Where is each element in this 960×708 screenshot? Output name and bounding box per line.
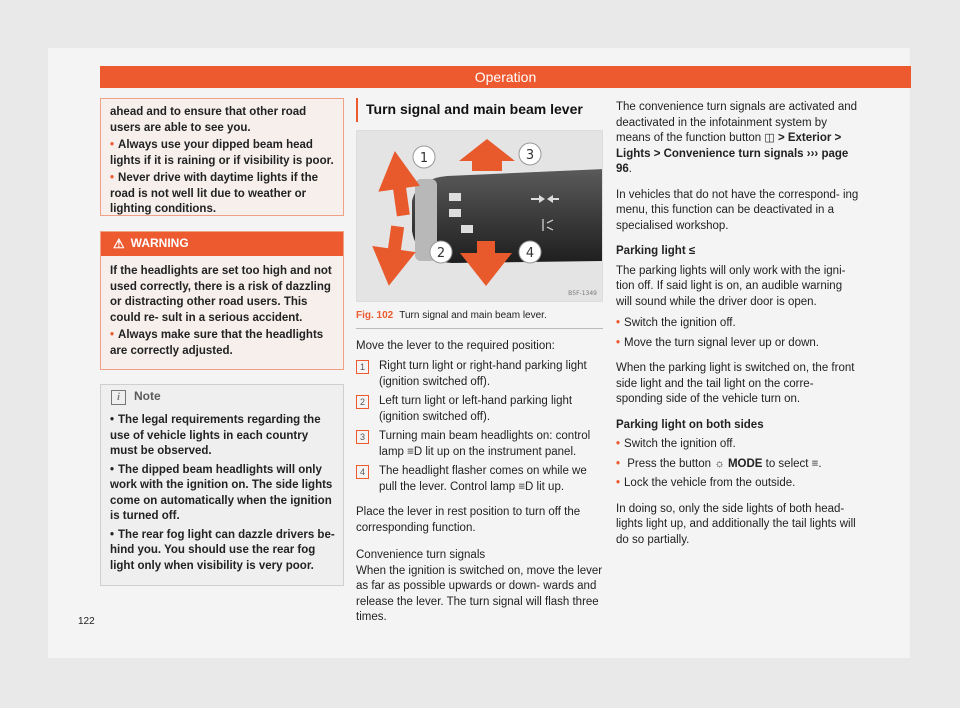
paragraph-start: The convenience turn signals are activated and deactivated in the infotainment system by means of the function button [616,101,858,144]
list-item-text: The headlight flasher comes on while we pull the lever. Control lamp ≡D lit up. [379,465,587,493]
lever-illustration [357,131,603,301]
position-list [356,359,603,495]
figure-label-2: 2 [436,246,446,261]
note-box [100,384,344,586]
number-badge: 2 [356,395,369,409]
figure-label-1: 1 [419,151,429,166]
mode-label: MODE [727,457,763,470]
press-text: Press the button [627,457,711,470]
both-bullet-2 [616,457,860,473]
parking-title-text: Parking light [616,245,686,257]
parking-text-2: When the parking light is switched on, the front side light and the tail light on the corre- sponding side of the vehicle turn on. [616,362,855,405]
light-icon: ☼ [714,457,725,470]
main-beam-symbol [449,193,461,201]
headlight-info-box [100,98,344,216]
note-title: Note [134,389,161,404]
intro-text: Move the lever to the required position: [356,339,555,352]
figure-label-4: 4 [525,246,535,261]
left-column [100,98,344,586]
list-item [356,359,603,390]
dipped-beam-symbol [449,209,461,217]
middle-column [356,98,603,626]
warning-text: If the headlights are set too high and not used correctly, there is a risk of dazzling or distracting other road users. This could re- sult in a serious accident. [110,265,332,324]
note-item-2: • The dipped beam headlights will only work with the ignition on. The side lights come on automatically when the ignition is turned off. [110,463,335,525]
list-item-text: Turning main beam headlights on: control lamp ≡D lit up on the instrument panel. [379,430,591,458]
box-line-3: • Never drive with daytime lights if the road is not well lit due to weather or lighting conditions. [110,171,335,218]
flasher-symbol [461,225,473,233]
lever-figure [356,130,603,302]
note-item-1: • The legal requirements regarding the use of vehicle lights in each country must be observed. [110,413,335,460]
note-header [101,385,343,409]
warning-triangle-icon: ⚠ [113,236,125,252]
warning-box [100,231,344,370]
both-sides-heading: Parking light on both sides [616,418,764,431]
warning-bullet: • Always make sure that the headlights are correctly adjusted. [110,328,335,359]
number-badge: 1 [356,360,369,374]
section-title: Turn signal and main beam lever [356,98,603,122]
figure-tag: Fig. 102 [356,310,394,321]
box-line-1: ahead and to ensure that other road users are able to see you. [110,106,307,134]
warning-title: WARNING [130,236,189,251]
figure-caption [356,308,603,329]
convenience-text: When the ignition is switched on, move the lever as far as possible upwards or down- wards and release the lever. The turn signal will flash three times. [356,564,603,623]
figure-code: B5F-1349 [568,290,597,297]
parking-bullet-2: • Move the turn signal lever up or down. [616,336,860,352]
both-bullet-3: • Lock the vehicle from the outside. [616,476,860,492]
box-line-2: • Always use your dipped beam head lights if it is raining or if visibility is poor. [110,138,335,169]
warning-header [101,232,343,256]
parking-text: The parking lights will only work with the igni- tion off. If said light is on, an audible warning will sound while the driver door is open. [616,264,846,308]
page-number: 122 [78,616,95,627]
menu-path: > Exterior > Lights > Convenience turn signals [616,132,842,160]
info-icon: i [111,390,126,405]
manual-page [48,48,910,658]
workshop-paragraph: In vehicles that do not have the correspond- ing menu, this function can be deactivated in a specialised workshop. [616,188,859,232]
number-badge: 3 [356,430,369,444]
parking-bullet-1: • Switch the ignition off. [616,316,860,332]
list-item-text: Right turn light or right-hand parking light (ignition switched off). [379,360,587,388]
figure-label-3: 3 [525,148,535,163]
list-item [356,429,603,460]
select-text: to select [765,457,809,470]
figure-caption-text: Turn signal and main beam lever. [399,310,547,321]
list-item [356,394,603,425]
list-item-text: Left turn light or left-hand parking light (ignition switched off). [379,395,573,423]
convenience-paragraph: The convenience turn signals are activated and deactivated in the infotainment system by means of the function button ◫ > Exterior > Lights > Convenience turn signals ››› page 96. [616,101,858,175]
list-item [356,464,603,495]
rest-position-text: Place the lever in rest position to turn off the corresponding function. [356,506,581,534]
parking-light-icon: ≤ [688,245,696,257]
section-header: Operation [100,66,911,88]
parking-lights-icon: ≡. [811,457,822,470]
final-paragraph: In doing so, only the side lights of both head- lights light up, and additionally the tail lights will do so partially. [616,502,856,546]
parking-heading [616,244,860,260]
page-reference-link[interactable]: ››› page 96 [616,147,849,175]
both-bullet-1: • Switch the ignition off. [616,437,860,453]
convenience-subheading: Convenience turn signals [356,549,486,561]
car-icon: ◫ [764,132,775,144]
right-column [616,100,860,548]
note-item-3: • The rear fog light can dazzle drivers be- hind you. You should use the rear fog light only when visibility is very poor. [110,528,335,575]
number-badge: 4 [356,465,369,479]
